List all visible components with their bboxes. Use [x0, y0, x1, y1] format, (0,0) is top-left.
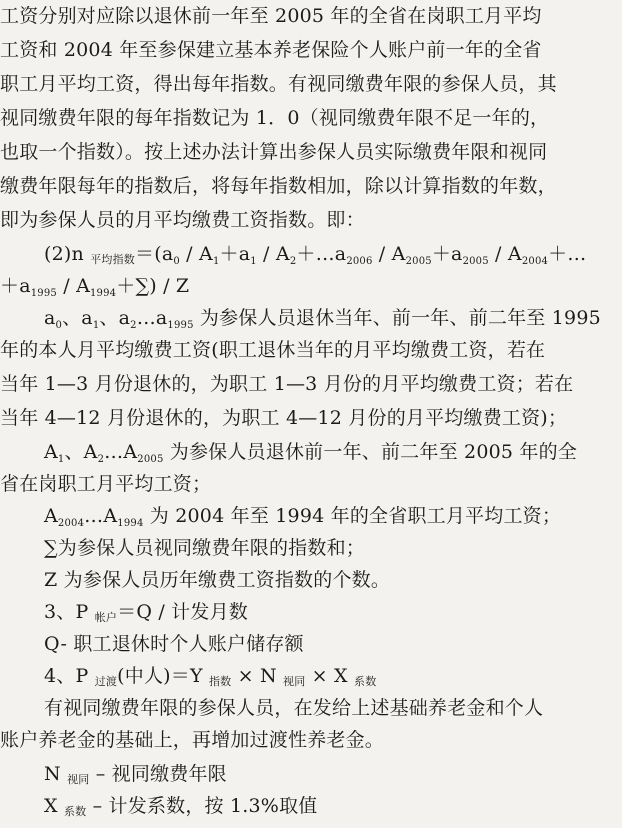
text-line-14: 省在岗职工月平均工资； [0, 473, 212, 495]
text-line-7: 即为参保人员的月平均缴费工资指数。即： [0, 209, 365, 231]
text-line-4: 视同缴费年限的每年指数记为 1．0（视同缴费年限不足一年的， [0, 107, 550, 129]
text-line-x: X 系数 – 计发系数，按 1.3%取值 [44, 795, 318, 818]
text-line-A-series: $A_1$、$A_2\dots A_{2005}$ 为参保人员退休前一年、前二年至 2005 年的全 [44, 441, 578, 465]
formula-line-1: (2)n 平均指数$=(a_0 / A_1+a_1$ / $A_2+\dots a_{2006} / A_{2005}+a_{2005}$ / $A_{2004}+\dots$ [44, 243, 587, 267]
text-line-q: Q- 职工退休时个人账户储存额 [44, 633, 304, 655]
text-line-A2004: $A_{2004}\dots A_{1994}$ 为 2004 年至 1994 年的全省职工月平均工资； [44, 505, 562, 529]
text-line-z: Z 为参保人员历年缴费工资指数的个数。 [44, 569, 391, 591]
formula-p-account: 3、P 帐户＝Q / 计发月数 [44, 601, 248, 624]
text-line-sigma: ∑为参保人员视同缴费年限的指数和； [44, 537, 365, 559]
formula-line-2: $+a_{1995} / A_{1994}+\sum) / Z$ [0, 275, 190, 299]
text-line-22: 账户养老金的基础上，再增加过渡性养老金。 [0, 729, 385, 751]
text-line-11: 当年 1—3 月份退休的，为职工 1—3 月份的月平均缴费工资；若在 [0, 373, 574, 395]
text-line-21: 有视同缴费年限的参保人员，在发给上述基础养老金和个人 [44, 697, 544, 719]
text-line-6: 缴费年限每年的指数后，将每年指数相加，除以计算指数的年数， [0, 175, 557, 197]
formula-p-transition: 4、P 过渡(中人)＝Y 指数 × N 视同 × X 系数 [44, 665, 377, 688]
text-line-10: 年的本人月平均缴费工资(职工退休当年的月平均缴费工资，若在 [0, 339, 546, 361]
text-line-3: 职工月平均工资，得出每年指数。有视同缴费年限的参保人员，其 [0, 73, 557, 95]
text-line-n: N 视同 – 视同缴费年限 [44, 763, 227, 786]
text-line-2: 工资和 2004 年至参保建立基本养老保险个人账户前一年的全省 [0, 39, 542, 61]
text-line-1: 工资分别对应除以退休前一年至 2005 年的全省在岗职工月平均 [0, 5, 542, 27]
text-line-12: 当年 4—12 月份退休的，为职工 4—12 月份的月平均缴费工资)； [0, 407, 568, 429]
text-line-5: 也取一个指数）。按上述办法计算出参保人员实际缴费年限和视同 [0, 141, 548, 163]
text-line-a-series: $a_0$、$a_1$、$a_2\dots a_{1995}$ 为参保人员退休当年、前一年、前二年至 1995 [44, 307, 601, 331]
